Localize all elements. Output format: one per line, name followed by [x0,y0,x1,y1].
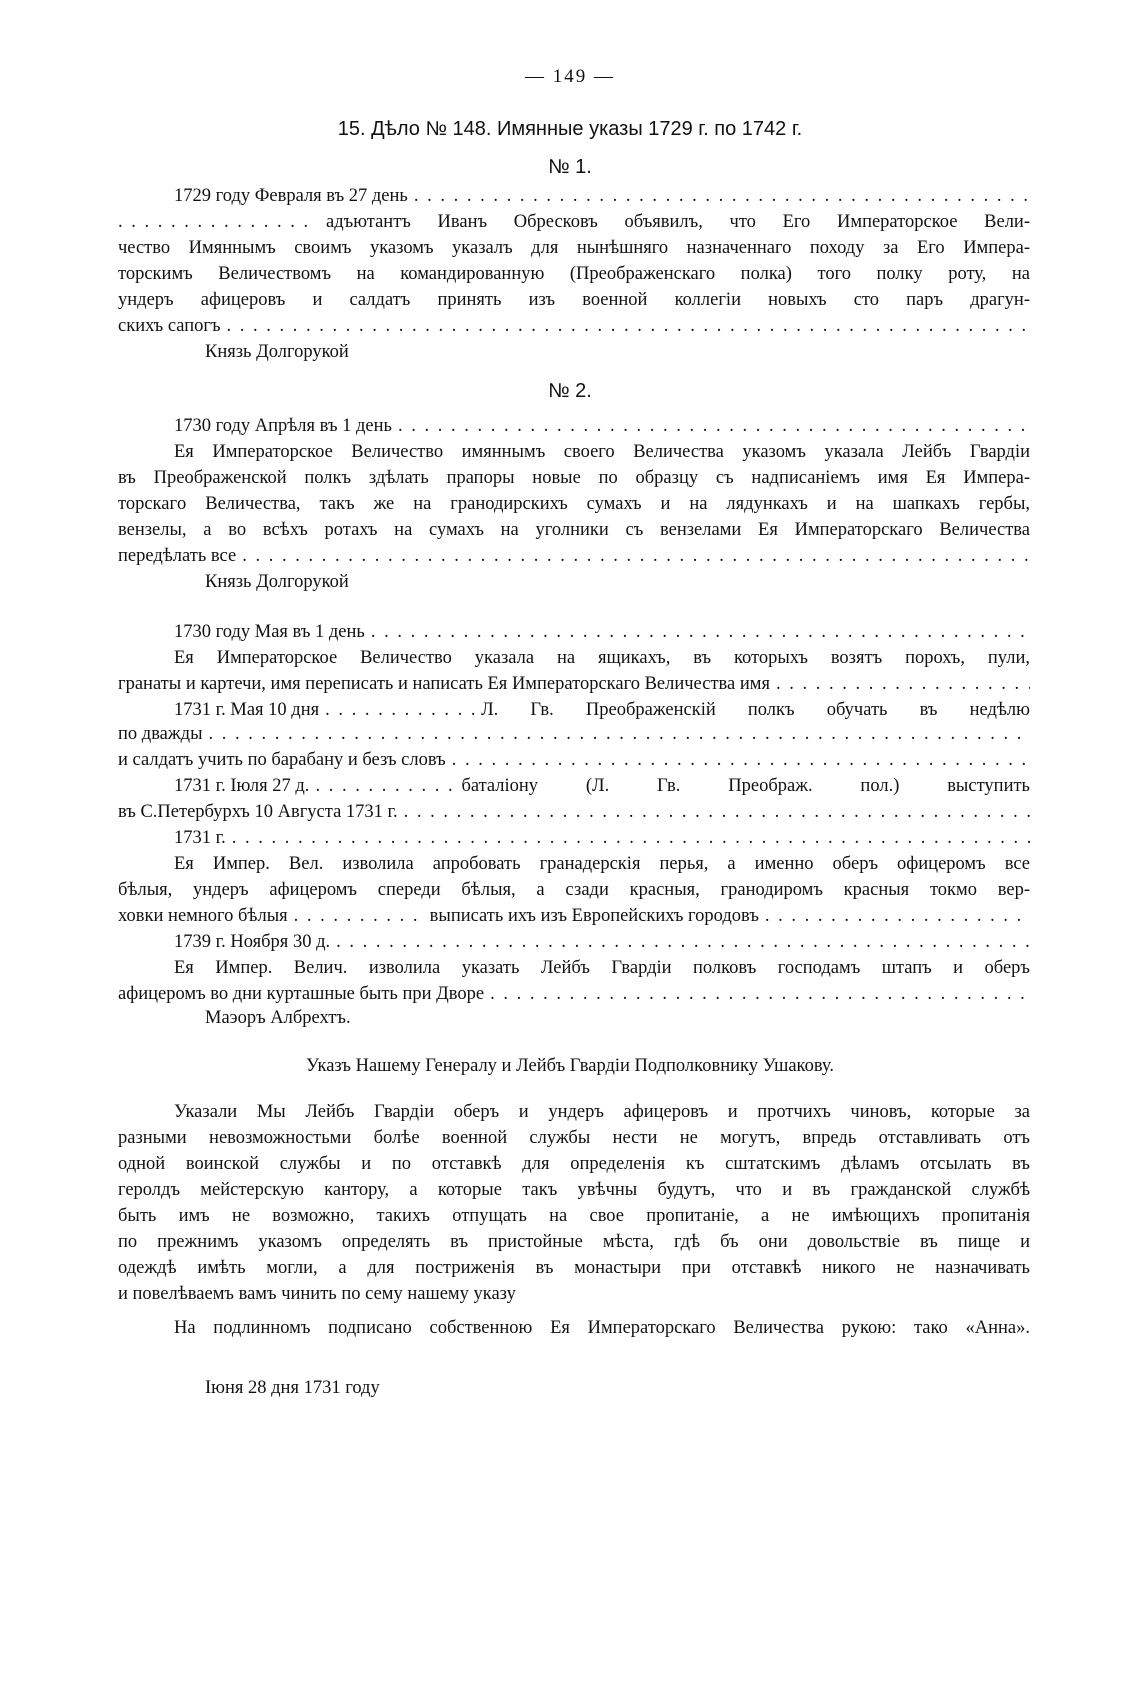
page-number: — 149 — [525,66,615,87]
entry3-line1-row [174,774,1030,798]
entry4-line2: бѣлыя, ундеръ афицеромъ спереди бѣлыя, а сзади красныя, гранодиромъ красныя токмо вер- [118,880,1030,900]
entry1-line1: Ея Императорское Величество указала на ящикахъ, въ которыхъ возятъ порохъ, пули, [174,648,1030,668]
decree-line8: и повелѣваемъ вамъ чинить по сему нашему указу [118,1284,516,1304]
doc2-line4: вензелы, а во всѣхъ ротахъ на сумахъ на уголники съ вензелами Ея Императорскаго Величества [118,520,1030,540]
doc2-line1: Ея Императорское Величество имяннымъ своего Величества указомъ указала Лейбъ Гвардіи [174,442,1030,462]
entry2-line1-row [174,698,1030,722]
entry1-date: 1730 году Мая въ 1 день [174,622,365,642]
doc2-date: 1730 году Апрѣля въ 1 день [174,416,392,436]
decree-line7: одеждѣ имѣть могли, а для постриженія въ монастыри при отставкѣ никого не назначивать [118,1258,1030,1278]
doc2-signature: Князь Долгорукой [205,572,349,592]
doc2-line5-row [118,544,1030,568]
entry2-line2-row [118,722,1030,746]
entries-signature: Маэоръ Албрехтъ. [205,1008,351,1028]
doc1-line5: скихъ сапогъ [118,316,221,336]
entry2-text: Л. Гв. Преображенскій полкъ обучать въ недѣлю [481,700,1030,720]
doc1-number: № 1. [548,156,592,178]
doc1-date-line [174,184,1030,208]
doc2-line5: передѣлать все [118,546,237,566]
decree-line4: геролдъ мейстерскую кантору, а которые такъ увѣчны будутъ, что и въ гражданской службѣ [118,1180,1030,1200]
entry5-date: 1739 г. Ноября 30 д. [174,932,331,952]
doc2-line2: въ Преображенской полкъ здѣлать прапоры новые по образцу съ надписаніемъ имя Ея Импера- [118,468,1030,488]
entry1-line2: гранаты и картечи, имя переписать и написать Ея Императорскаго Величества имя [118,674,770,694]
entry4-date: 1731 г. [174,828,226,848]
entry5-line1: Ея Импер. Велич. изволила указать Лейбъ Гвардіи полковъ господамъ штапъ и оберъ [174,958,1030,978]
entry1-line2-row [118,672,1030,696]
decree-heading: Указъ Нашему Генералу и Лейбъ Гвардіи Подполковнику Ушакову. [306,1056,834,1076]
entry4-line3-row [118,904,1030,928]
doc1-signature: Князь Долгорукой [205,342,349,362]
entry5-date-line [174,930,1030,954]
entry1-date-line [174,620,1030,644]
decree-line1: Указали Мы Лейбъ Гвардіи оберъ и ундеръ афицеровъ и протчихъ чиновъ, которые за [174,1102,1030,1122]
doc2-number: № 2. [548,380,592,402]
entry5-line2: афицеромъ во дни курташные быть при Дворе [118,984,485,1004]
decree-line3: одной воинской службы и по отставкѣ для определенія къ сштатскимъ дѣламъ отсылать въ [118,1154,1030,1174]
entry3-date: 1731 г. Іюля 27 д. [174,776,310,796]
entry4-date-line [174,826,1030,850]
doc2-date-line [174,414,1030,438]
decree-line6: по прежнимъ указомъ определять въ пристойные мѣста, гдѣ бъ они довольствіе въ пище и [118,1232,1030,1252]
entry2-line3-row [118,748,1030,772]
section-title: 15. Дѣло № 148. Имянные указы 1729 г. по 1742 г. [337,118,803,140]
doc1-line2: чество Имяннымъ своимъ указомъ указалъ для нынѣшняго назначеннаго походу за Его Импера- [118,238,1030,258]
decree-signed: На подлинномъ подписано собственною Ея Императорскаго Величества рукою: тако «Анна». [174,1318,1030,1338]
entry3-text: баталіону (Л. Гв. Преображ. пол.) выступить [461,776,1030,796]
doc1-line1-row [118,210,1030,234]
entry2-line3: и салдатъ учить по барабану и безъ словъ [118,750,446,770]
entry3-line2-row [118,800,1030,824]
decree-line2: разными невозможностьми болѣе военной службы нести не могутъ, впредь отставливать отъ [118,1128,1030,1148]
entry4-line3b: выписать ихъ изъ Европейскихъ городовъ [429,906,759,926]
entry5-line2-row [118,982,1030,1006]
entry2-line2: по дважды [118,724,203,744]
doc1-line5-row [118,314,1030,338]
entry3-line2: въ С.Петербурхъ 10 Августа 1731 г. [118,802,398,822]
doc2-line3: торскагo Величества, такъ же на гранодирскихъ сумахъ и на лядункахъ и на шапкахъ гербы, [118,494,1030,514]
entry4-line3a: ховки немного бѣлыя [118,906,288,926]
doc1-line4: ундеръ афицеровъ и салдатъ принять изъ военной коллегіи новыхъ сто паръ драгун- [118,290,1030,310]
decree-line5: быть имъ не возможно, такихъ отпущать на свое пропитаніе, а не имѣющихъ пропитанія [118,1206,1030,1226]
doc1-line1: адъютантъ Иванъ Обресковъ объявилъ, что Его Императорское Вели- [326,212,1030,232]
doc1-line3: торскимъ Величествомъ на командированную (Преображенскаго полка) того полку роту, на [118,264,1030,284]
entry2-date: 1731 г. Мая 10 дня [174,700,320,720]
doc1-date: 1729 году Февраля въ 27 день [174,186,408,206]
decree-date: Іюня 28 дня 1731 году [205,1378,380,1398]
entry4-line1: Ея Импер. Вел. изволила апробовать гранадерскія перья, а именно оберъ офицеромъ все [174,854,1030,874]
